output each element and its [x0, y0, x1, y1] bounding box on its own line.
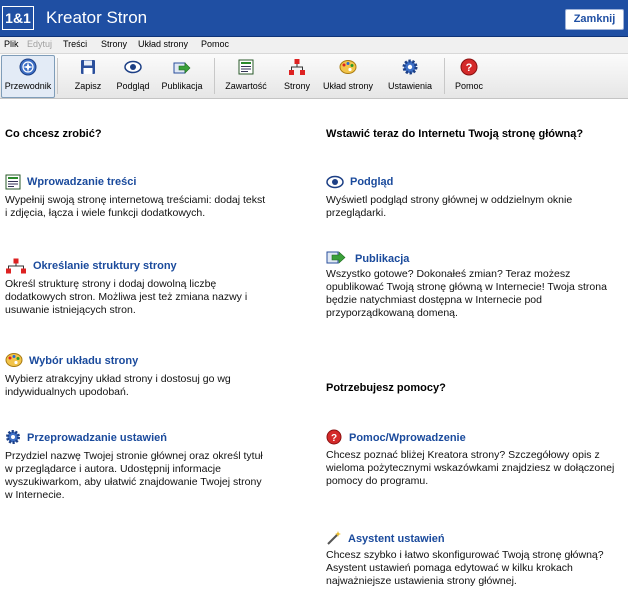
eye-icon — [124, 58, 142, 76]
description-line: usuwanie istniejących stron. — [5, 304, 136, 316]
sitemap-icon — [288, 58, 306, 76]
description-line: Określ strukturę strony i dodaj dowolną liczbę — [5, 278, 217, 290]
close-button[interactable]: Zamknij — [565, 9, 624, 30]
menu-bar — [0, 37, 628, 54]
description-line: indywidualnych upodobań. — [5, 386, 129, 398]
description-line: Wypełnij swoją stronę internetową treściami: dodaj tekst — [5, 194, 266, 206]
floppy-icon — [79, 58, 97, 76]
document-icon — [237, 58, 255, 76]
preview-link[interactable]: Podgląd — [350, 176, 394, 188]
left-heading: Co chcesz zrobić? — [5, 128, 102, 140]
magic-wand-icon — [326, 530, 342, 546]
menu-help[interactable]: Pomoc — [201, 39, 230, 49]
content-label: Zawartość — [225, 81, 267, 91]
layout-label: Układ strony — [322, 81, 374, 91]
structure-link[interactable]: Określanie struktury strony — [33, 260, 177, 272]
description-line: pomocy do programu. — [326, 475, 429, 487]
description-line: Asystent ustawień pomaga edytować w kilku krokach — [326, 562, 573, 574]
palette-icon — [5, 352, 21, 368]
title-bar — [0, 0, 628, 37]
layout-link[interactable]: Wybór układu strony — [29, 355, 139, 367]
publish-arrow-icon — [173, 58, 191, 76]
description-line: Wszystko gotowe? Dokonałeś zmian? Teraz możesz — [326, 268, 571, 280]
gear-icon — [401, 58, 419, 76]
menu-file[interactable]: Plik — [4, 39, 19, 49]
eye-icon — [326, 174, 342, 190]
help-link[interactable]: Pomoc/Wprowadzenie — [349, 432, 466, 444]
main-content — [0, 99, 628, 597]
menu-content[interactable]: Treści — [63, 39, 88, 49]
compass-icon — [19, 58, 37, 76]
content-link[interactable]: Wprowadzanie treści — [27, 176, 137, 188]
settings-link[interactable]: Przeprowadzanie ustawień — [27, 432, 167, 444]
description-line: przeglądarki. — [326, 207, 387, 219]
description-line: wieloma pożytecznymi wskazówkami znajdziesz w dołączonej — [326, 462, 615, 474]
content-description — [5, 194, 265, 220]
description-line: opublikować Twoją stronę główną w Internecie! Twoja strona — [326, 281, 607, 293]
description-line: Chcesz szybko i łatwo skonfigurować Twoją stronę główną? — [326, 549, 604, 561]
document-icon — [5, 174, 21, 190]
pages-label: Strony — [283, 81, 310, 91]
description-line: Przydziel nazwę Twojej stronie głównej oraz określ tytuł — [5, 450, 263, 462]
app-title: Kreator Stron — [46, 8, 148, 27]
help-description — [326, 449, 614, 488]
right-heading: Wstawić teraz do Internetu Twoją stronę główną? — [326, 128, 584, 140]
content-button[interactable] — [221, 54, 271, 98]
layout-button[interactable] — [321, 54, 375, 98]
description-line: będzie natychmiast dostępna w Internecie pod — [326, 294, 542, 306]
description-line: przyporządkowaną domeną. — [326, 307, 458, 319]
svg-text:?: ? — [465, 62, 473, 74]
description-line: w Internecie. — [5, 489, 65, 501]
gear-icon — [5, 429, 21, 445]
settings-label: Ustawienia — [387, 81, 433, 91]
help-icon — [460, 58, 478, 76]
help-heading: Potrzebujesz pomocy? — [326, 382, 446, 394]
svg-text:?: ? — [330, 433, 338, 444]
help-button[interactable] — [452, 54, 486, 98]
help-icon — [326, 429, 342, 445]
description-line: Wybierz atrakcyjny układ strony i dostosuj go wg — [5, 373, 231, 385]
guide-button[interactable] — [2, 54, 54, 98]
settings-button[interactable] — [384, 54, 436, 98]
description-line: Wyświetl podgląd strony głównej w oddzielnym oknie — [326, 194, 573, 206]
preview-description — [326, 194, 572, 220]
layout-description — [5, 373, 231, 399]
menu-pages[interactable]: Strony — [101, 39, 128, 49]
save-button[interactable] — [68, 54, 108, 98]
menu-edit[interactable]: Edytuj — [27, 39, 53, 49]
preview-button[interactable] — [112, 54, 154, 98]
palette-icon — [339, 58, 357, 76]
publish-label: Publikacja — [161, 81, 203, 91]
menu-layout[interactable]: Układ strony — [138, 39, 189, 49]
toolbar — [0, 54, 628, 99]
structure-description — [5, 278, 247, 317]
description-line: Chcesz poznać bliżej Kreatora strony? Szczegółowy opis z — [326, 449, 600, 461]
sitemap-icon — [5, 258, 21, 274]
description-line: wyszukiwarkom, aby ułatwić znajdowanie Twojej strony — [5, 476, 262, 488]
guide-label: Przewodnik — [4, 81, 52, 91]
preview-label: Podgląd — [116, 81, 150, 91]
toolbar-divider — [57, 58, 58, 94]
description-line: w przeglądarce i autora. Udostępnij informacje — [5, 463, 221, 475]
assistant-description — [326, 549, 604, 588]
description-line: i zdjęcia, łącza i wiele funkcji dodatkowych. — [5, 207, 206, 219]
toolbar-divider — [444, 58, 445, 94]
pages-button[interactable] — [278, 54, 316, 98]
publish-button[interactable] — [159, 54, 205, 98]
description-line: dodatkowych stron. Możliwa jest też zmiana nazwy i — [5, 291, 248, 303]
publish-description — [326, 268, 607, 320]
publish-link[interactable]: Publikacja — [355, 253, 410, 265]
assistant-link[interactable]: Asystent ustawień — [348, 533, 445, 545]
help-label: Pomoc — [454, 81, 483, 91]
toolbar-divider — [214, 58, 215, 94]
publish-arrow-icon — [326, 249, 342, 265]
settings-description — [5, 450, 263, 502]
description-line: najważniejsze ustawienia strony głównej. — [326, 575, 517, 587]
brand-logo: 1&1 — [2, 6, 34, 30]
save-label: Zapisz — [74, 81, 102, 91]
